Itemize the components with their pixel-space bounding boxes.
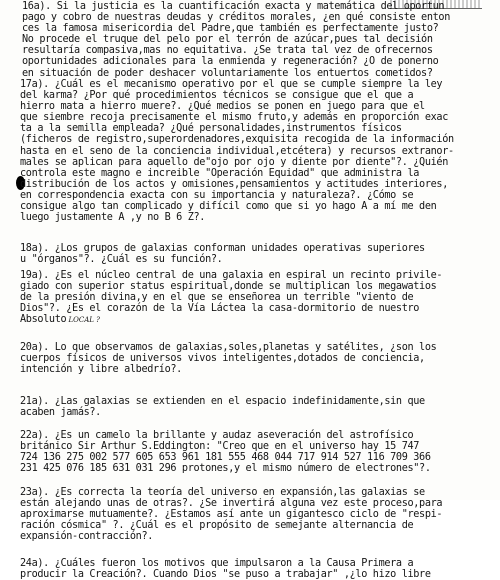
paragraph-23a xyxy=(20,487,500,542)
text-line: en situación de poder deshacer voluntariamente los entuertos cometidos? xyxy=(22,67,433,79)
text-line: 16a). Si la justicia es la cuantificación exacta y matemática del oportun xyxy=(22,1,445,12)
text-line: Absoluto LOCAL ? xyxy=(20,314,100,326)
text-line: No procede el truque del pelo por el terrón de azúcar,pues tal decisión xyxy=(22,34,433,46)
paragraph-22a xyxy=(20,430,500,474)
text-line: intención y libre albedrío?. xyxy=(20,364,182,376)
text-line: 20a). Lo que observamos de galaxias,soles,planetas y satélites, ¿son los xyxy=(20,342,437,353)
text-line: u "órganos"?. ¿Cuál es su función?. xyxy=(20,254,223,266)
text-line: producir la Creación?. Cuando Dios "se puso a trabajar" ,¿lo hizo libre xyxy=(20,569,431,580)
paragraph-18a xyxy=(20,243,500,265)
text-line: 22a). ¿Es un camelo la brillante y audaz aseveración del astrofísico xyxy=(20,430,414,441)
text-line: expansión-contracción?. xyxy=(20,531,154,543)
text-line: acaben jamás?. xyxy=(20,407,101,419)
text-line: distribución de los actos y omisiones,pensamientos y actitudes interiores, xyxy=(20,178,448,190)
text-line: cuerpos físicos de universos vivos inteligentes,dotados de conciencia, xyxy=(20,353,425,365)
paragraph-21a xyxy=(20,396,500,418)
text-line: oportunidades adicionales para la enmienda y regeneración? ¿O de ponerno xyxy=(22,56,439,68)
text-line: ta a la semilla empleada? ¿Qué personalidades,instrumentos físicos xyxy=(20,123,402,135)
text-line: 724 136 275 002 577 605 653 961 181 555 468 044 717 914 527 116 709 366 xyxy=(20,452,431,464)
text-line: consigue algo tan complicado y difícil como que si yo hago A a mí me den xyxy=(20,201,437,213)
text-line: Dios"?. ¿Es el corazón de la Vía Láctea la casa-dormitorio de nuestro xyxy=(20,303,420,315)
paragraph-17a xyxy=(20,79,500,223)
text-line: giado con superior status espiritual,donde se multiplican los megawatios xyxy=(20,281,437,293)
text-line: ración cósmica" ?. ¿Cuál es el propósito de semejante alternancia de xyxy=(20,520,414,532)
text-line: 24a). ¿Cuáles fueron los motivos que impulsaron a la Causa Primera a xyxy=(20,558,414,569)
handwritten-note: LOCAL ? xyxy=(66,316,100,325)
text-line: están alejando unas de otras?. ¿Se invertirá alguna vez este proceso,para xyxy=(20,498,443,510)
text-line: males se aplican para aquello de"ojo por ojo y diente por diente"?. ¿Quién xyxy=(20,156,448,168)
paragraph-16a xyxy=(22,1,500,79)
text-line: 17a). ¿Cuál es el mecanismo operativo por el que se cumple siempre la ley xyxy=(20,79,443,90)
text-line: luego justamente A ,y no B 6 Z?. xyxy=(20,212,206,224)
paragraph-19a xyxy=(20,270,500,325)
text-line: hierro mata a hierro muere?. ¿Qué medios se ponen en juego para que el xyxy=(20,101,425,113)
text-line: (ficheros de registro,superordenadores,exquisita recogida de la información xyxy=(20,134,454,146)
text-line: hasta en el seno de la conciencia individual,etcétera) y recursos extranor- xyxy=(20,145,454,157)
text-line: 231 425 076 185 631 031 296 protones,y el mismo número de electrones"?. xyxy=(20,463,431,475)
paragraph-24a xyxy=(20,558,500,580)
text-line: resultaría compasiva,mas no equitativa. ¿Se trata tal vez de ofrecernos xyxy=(22,45,433,57)
text-line: de la presión divina,y en el que se enseñorea un terrible "viento de xyxy=(20,292,414,304)
paragraph-20a xyxy=(20,342,500,375)
text-line: ces la famosa misericordia del Padre,que también es perfectamente justo? xyxy=(22,23,439,35)
text-line: del karma? ¿Por qué procedimientos técnicos se consigue que el que a xyxy=(20,90,414,102)
text-line: 21a). ¿Las galaxias se extienden en el espacio indefinidamente,sin que xyxy=(20,396,425,407)
text-line: 18a). ¿Los grupos de galaxias conforman unidades operativas superiores xyxy=(20,243,425,254)
text-line: que siembre recoja precisamente el mismo fruto,y además en proporción exac xyxy=(20,112,448,124)
text-line: 23a). ¿Es correcta la teoría del universo en expansión,las galaxias se xyxy=(20,487,425,498)
text-line: controla este magno e increible "Operación Equidad" que administra la xyxy=(20,167,420,179)
text-line: en correspondencia exacta con su importancia y naturaleza?. ¿Cómo se xyxy=(20,189,414,201)
text-line: pago y cobro de nuestras deudas y créditos morales, ¿en qué consiste enton xyxy=(22,12,450,24)
text-line: británico Sir Arthur S.Eddington: "Creo que en el universo hay 15 747 xyxy=(20,441,420,453)
text-line: 19a). ¿Es el núcleo central de una galaxia en espiral un recinto privile- xyxy=(20,270,443,281)
text-line: aproximarse mutuamente?. ¿Estamos así ante un gigantesco ciclo de "respi- xyxy=(20,509,443,521)
